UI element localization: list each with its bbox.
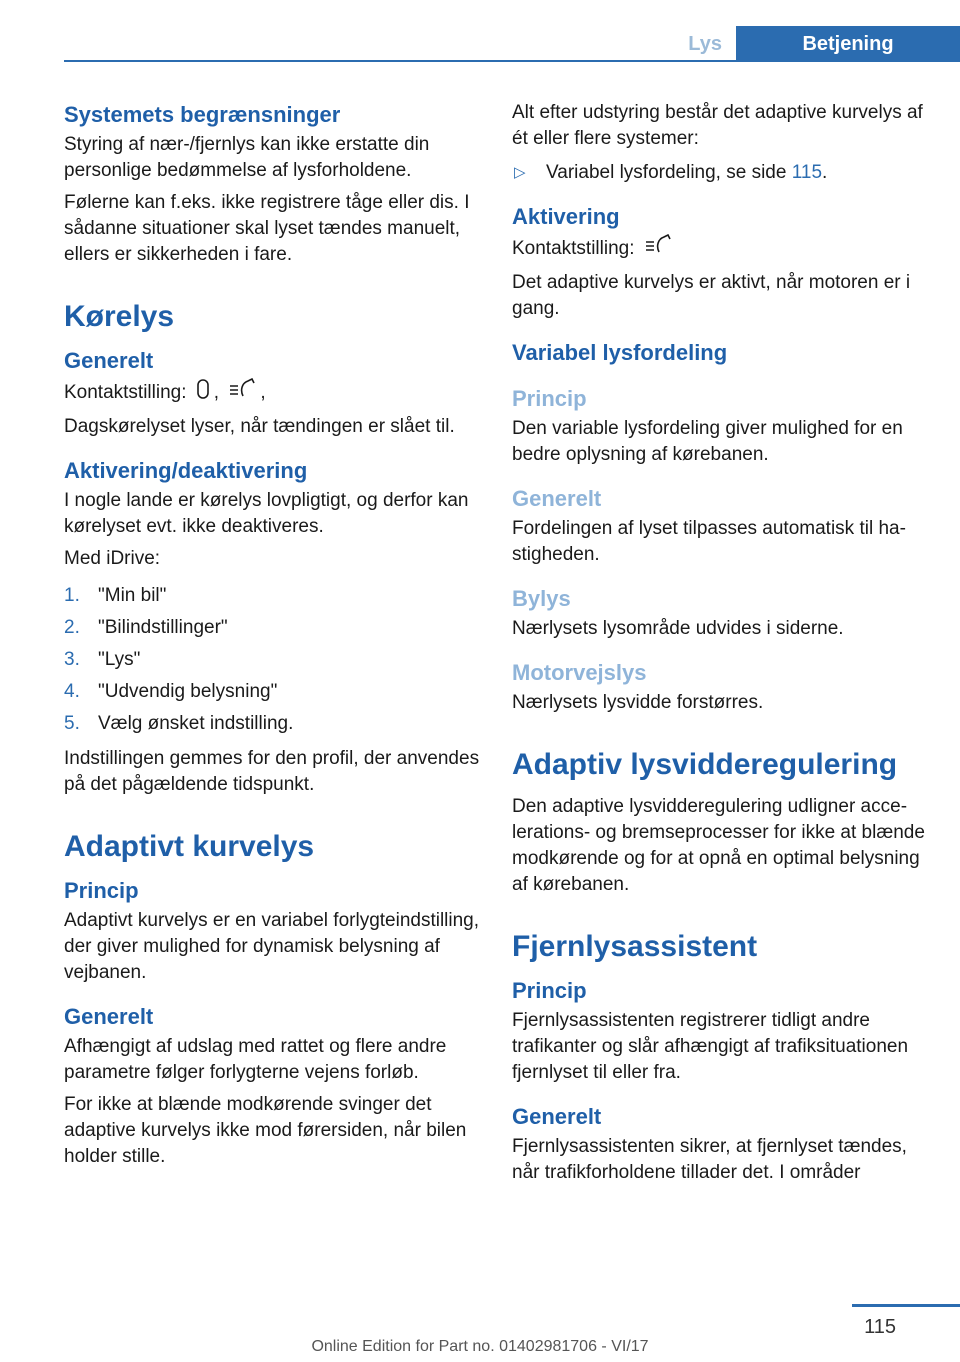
subheading-bylys: Bylys	[512, 586, 571, 611]
ignition-off-icon	[196, 379, 210, 407]
list-item: 4. "Udvendig belysning"	[64, 681, 278, 702]
subheading-generelt-3: Generelt	[512, 1104, 602, 1129]
heading-korelys: Kørelys	[64, 300, 175, 333]
limits-paragraph-2: Følerne kan f.eks. ikke registrere tåge eller dis. I sådanne situationer skal lyset tændes manuelt, ellers er sikkerheden i fare.	[64, 192, 470, 265]
list-item: ▷ Variabel lysfordeling, se side 115.	[512, 160, 928, 186]
limits-paragraph-1: Styring af nær-/fjernlys kan ikke erstatte din personlige bedømmelse af lysforholdene.	[64, 134, 430, 181]
subheading-princip: Princip	[512, 386, 587, 411]
generelt-paragraph-1: Afhængigt af udslag med rattet og flere andre parametre følger forlygterne vejens forløb.	[64, 1036, 447, 1083]
princip-paragraph: Adaptivt kurvelys er en variabel forlygteindstilling, der giver mulighed for dynamisk belysning af vejbanen.	[64, 910, 480, 983]
bullet-triangle-icon: ▷	[514, 164, 526, 181]
tab-chapter-betjening[interactable]: Betjening	[736, 26, 960, 62]
left-column	[64, 100, 482, 1176]
fjern-princip-paragraph: Fjernlysassistenten registrerer tidligt andre trafikanter og slår afhængigt af trafiksituationen fjernlyset til eller fra.	[512, 1010, 909, 1083]
right-column	[512, 100, 928, 1192]
tab-section-lys[interactable]: Lys	[688, 33, 722, 55]
idrive-steps-list	[64, 580, 482, 740]
activation-paragraph: I nogle lande er kørelys lovpligtigt, og derfor kan kørelyset evt. ikke deaktiveres.	[64, 490, 469, 537]
subheading-princip-2: Princip	[512, 978, 587, 1003]
lysvidde-paragraph: Den adaptive lysvidderegulering udligner accelerations- og bremseprocesser for ikke at blænde modkørende og for at opnå en optimal belysning af kørebanen.	[512, 796, 925, 895]
subheading-variable-distribution: Variabel lysfordeling	[512, 340, 728, 365]
heading-adaptive-curve: Adaptivt kurvelys	[64, 830, 315, 863]
motorvejslys-paragraph: Nærlysets lysvidde forstørres.	[512, 692, 764, 713]
fjern-generelt-paragraph: Fjernlysassistenten sikrer, at fjernlyset tændes, når trafikforholdene tillader det. I områder	[512, 1136, 907, 1183]
subheading-generelt: Generelt	[64, 348, 154, 373]
subheading-generelt-2: Generelt	[64, 1004, 154, 1029]
systems-list	[512, 160, 928, 186]
section-title-limits: Systemets begrænsninger	[64, 102, 341, 127]
page-number: 115	[864, 1316, 896, 1338]
list-item: 3. "Lys"	[64, 649, 141, 670]
subheading-motorvejslys: Motorvejslys	[512, 660, 647, 685]
korelys-paragraph: Dagskørelyset lyser, når tændingen er slået til.	[64, 416, 455, 437]
page-link[interactable]: 115	[791, 162, 823, 183]
list-item: 5. Vælg ønsket indstilling.	[64, 713, 294, 734]
edition-footer: Online Edition for Part no. 01402981706 - VI/17	[311, 1338, 649, 1355]
separator: ,	[213, 382, 220, 404]
settings-paragraph: Indstillingen gemmes for den profil, der anvendes på det pågældende tidspunkt.	[64, 748, 480, 795]
bylys-paragraph: Nærlysets lysområde udvides i siderne.	[512, 618, 844, 639]
subheading-activation: Aktivering/deaktivering	[64, 458, 308, 483]
intro-paragraph: Alt efter udstyring består det adaptive kurvelys af ét eller flere systemer:	[512, 102, 923, 149]
princip-paragraph: Den variable lysfordeling giver mulighed for en bedre oplysning af kørebanen.	[512, 418, 903, 465]
contact-label: Kontaktstilling:	[64, 382, 187, 404]
subheading-princip: Princip	[64, 878, 139, 903]
contact-label: Kontaktstilling:	[512, 238, 635, 260]
heading-adaptive-range: Adaptiv lysvidderegulering	[512, 748, 898, 781]
list-item: 1. "Min bil"	[64, 585, 167, 606]
idrive-paragraph: Med iDrive:	[64, 548, 161, 569]
ignition-radio-icon	[228, 378, 256, 408]
subheading-aktivering: Aktivering	[512, 204, 620, 229]
generelt-paragraph: Fordelingen af lyset tilpasses automatisk til hastigheden.	[512, 518, 906, 565]
generelt-paragraph-2: For ikke at blænde modkørende svinger det adaptive kurvelys ikke mod førersiden, når bilen holder stille.	[64, 1094, 467, 1167]
contact-position-line	[512, 234, 928, 264]
subheading-generelt: Generelt	[512, 486, 602, 511]
heading-high-beam-assist: Fjernlysassistent	[512, 930, 758, 963]
contact-position-line	[64, 378, 482, 408]
aktivering-paragraph: Det adaptive kurvelys er aktivt, når motoren er i gang.	[512, 272, 911, 319]
ignition-on-icon	[644, 234, 672, 264]
list-item: 2. "Bilindstillinger"	[64, 617, 228, 638]
footer-rule	[852, 1304, 960, 1307]
separator: ,	[260, 382, 266, 404]
